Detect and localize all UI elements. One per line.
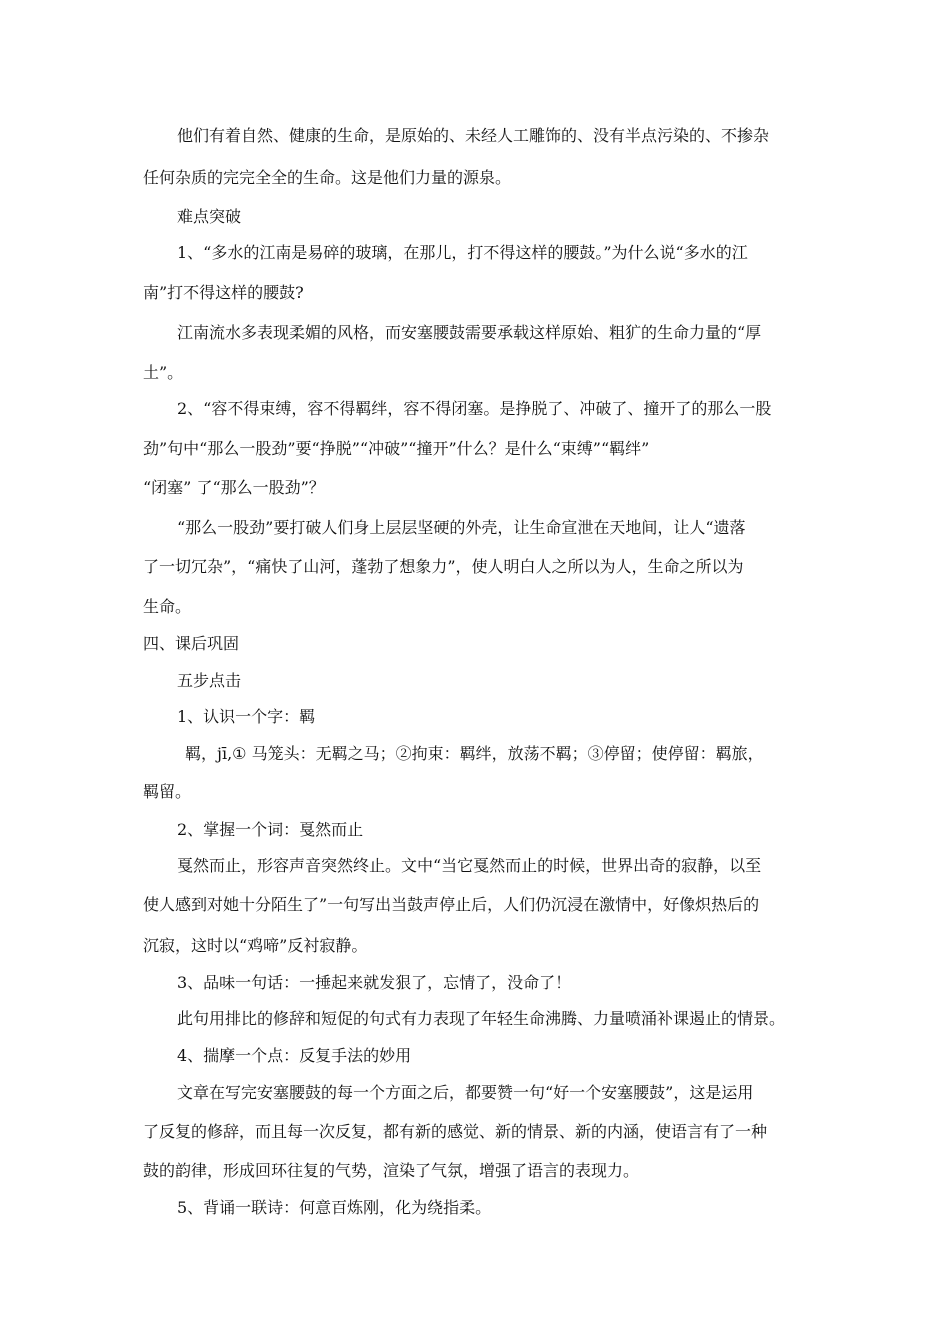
item-heading: 2、掌握一个词：戛然而止 <box>177 820 364 839</box>
answer-line: 了一切冗杂”，“痛快了山河，蓬勃了想象力”，使人明白人之所以为人，生命之所以为 <box>143 557 744 576</box>
text-line: 此句用排比的修辞和短促的句式有力表现了年轻生命沸腾、力量喷涌补课遏止的情景。 <box>177 1009 786 1028</box>
answer-line: 土”。 <box>143 363 184 382</box>
section-heading: 四、课后巩固 <box>143 634 240 653</box>
item-heading: 4、揣摩一个点：反复手法的妙用 <box>177 1046 412 1065</box>
text-line: 使人感到对她十分陌生了”一句写出当鼓声停止后，人们仍沉浸在激情中，好像炽热后的 <box>143 895 760 914</box>
section-heading: 难点突破 <box>177 207 242 226</box>
item-heading: 5、背诵一联诗：何意百炼刚，化为绕指柔。 <box>177 1198 492 1217</box>
question-line: 劲”句中“那么一股劲”要“挣脱”“冲破”“撞开”什么？是什么“束缚”“羁绊” <box>143 439 650 458</box>
text-line: 沉寂，这时以“鸡啼”反衬寂静。 <box>143 936 368 955</box>
item-heading: 1、认识一个字：羁 <box>177 707 316 726</box>
question-line: 2、“容不得束缚，容不得羁绊，容不得闭塞。是挣脱了、冲破了、撞开了的那么一股 <box>177 399 772 418</box>
text-line: 羁留。 <box>143 782 192 801</box>
answer-line: 生命。 <box>143 597 192 616</box>
answer-line: “那么一股劲”要打破人们身上层层坚硬的外壳，让生命宣泄在天地间，让人“遗落 <box>177 518 746 537</box>
text-line: 鼓的韵律，形成回环往复的气势，渲染了气氛，增强了语言的表现力。 <box>143 1161 640 1180</box>
text-line: 了反复的修辞，而且每一次反复，都有新的感觉、新的情景、新的内涵，使语言有了一种 <box>143 1122 768 1141</box>
text-line: 羁，jī,① 马笼头：无羁之马；②拘束：羁绊，放荡不羁；③停留；使停留：羁旅， <box>185 744 764 763</box>
question-line: “闭塞” 了“那么一股劲”？ <box>143 478 325 497</box>
text-line: 任何杂质的完完全全的生命。这是他们力量的源泉。 <box>143 168 512 187</box>
answer-line: 江南流水多表现柔媚的风格，而安塞腰鼓需要承载这样原始、粗犷的生命力量的“厚 <box>177 323 762 342</box>
text-line: 文章在写完安塞腰鼓的每一个方面之后，都要赞一句“好一个安塞腰鼓”，这是运用 <box>177 1083 754 1102</box>
text-line: 戛然而止，形容声音突然终止。文中“当它戛然而止的时候，世界出奇的寂静，以至 <box>177 856 762 875</box>
item-heading: 3、品味一句话：一捶起来就发狠了，忘情了，没命了！ <box>177 973 572 992</box>
subsection-heading: 五步点击 <box>177 671 242 690</box>
text-line: 他们有着自然、健康的生命，是原始的、未经人工雕饰的、没有半点污染的、不掺杂 <box>177 126 770 145</box>
question-line: 1、“多水的江南是易碎的玻璃，在那儿，打不得这样的腰鼓。”为什么说“多水的江 <box>177 243 748 262</box>
question-line: 南”打不得这样的腰鼓? <box>143 283 304 302</box>
